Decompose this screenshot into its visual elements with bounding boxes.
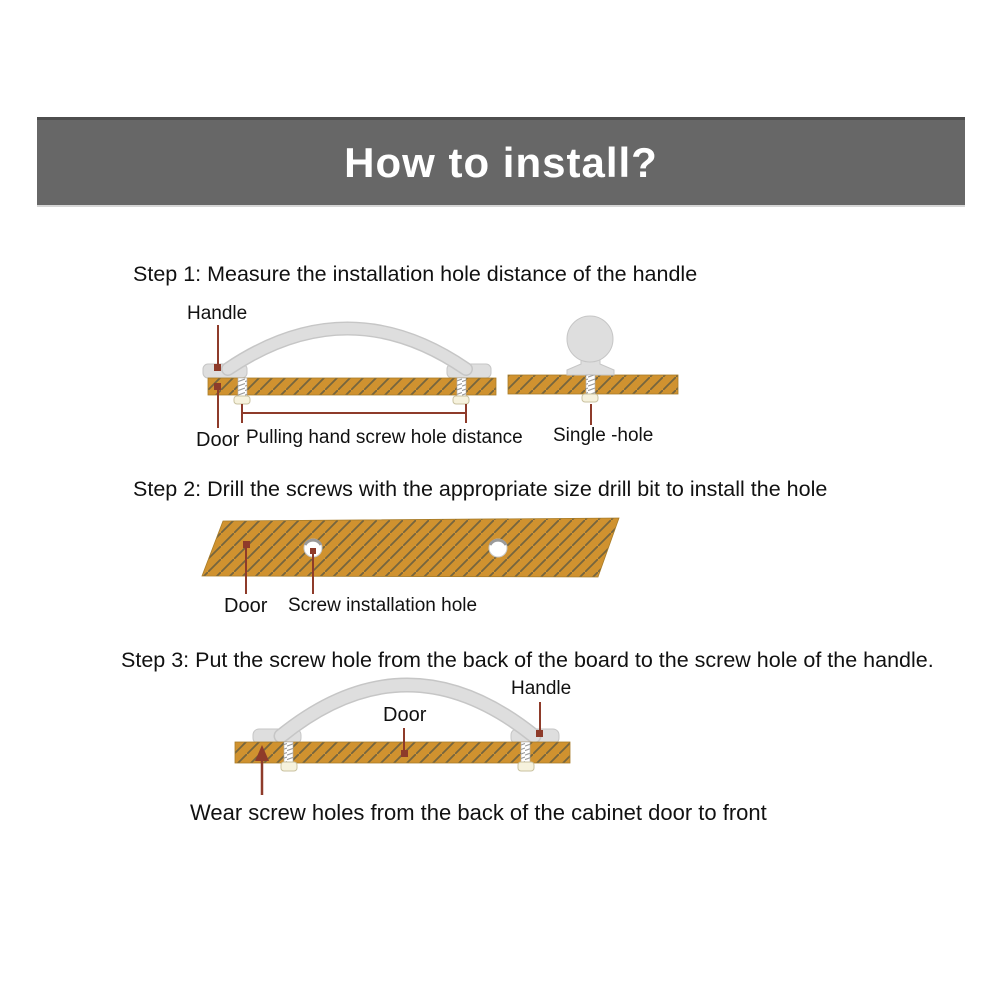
- step2-screw-hole-label: Screw installation hole: [288, 595, 478, 616]
- door-leader-line: [214, 383, 221, 428]
- door-board-icon: [208, 378, 496, 395]
- step1-handle-label: Handle: [187, 303, 248, 324]
- step3-heading: Step 3: Put the screw hole from the back of the board to the screw hole of the handle.: [121, 648, 934, 672]
- step1-heading: Step 1: Measure the installation hole distance of the handle: [133, 262, 698, 286]
- drill-hole-icon: [489, 539, 507, 557]
- handle-leader-line: [536, 702, 543, 737]
- step3-handle-label: Handle: [511, 678, 572, 699]
- step3-diagram: [235, 685, 570, 795]
- step2-heading: Step 2: Drill the screws with the appropriate size drill bit to install the hole: [133, 477, 828, 501]
- step2-diagram: [202, 518, 619, 594]
- step1-diagram: [203, 316, 678, 428]
- step1-door-label: Door: [196, 429, 240, 451]
- handle-icon: [203, 329, 491, 379]
- dimension-line: [242, 404, 466, 423]
- step2-door-label: Door: [224, 595, 268, 617]
- step3-caption: Wear screw holes from the back of the cabinet door to front: [190, 800, 767, 825]
- door-board-icon: [202, 518, 619, 577]
- step1-distance-label: Pulling hand screw hole distance: [246, 427, 523, 448]
- step3-door-label: Door: [383, 704, 427, 726]
- page-title: How to install?: [344, 138, 658, 186]
- knob-icon: [567, 316, 614, 375]
- step1-single-hole-label: Single -hole: [553, 425, 654, 446]
- handle-leader-line: [214, 325, 221, 371]
